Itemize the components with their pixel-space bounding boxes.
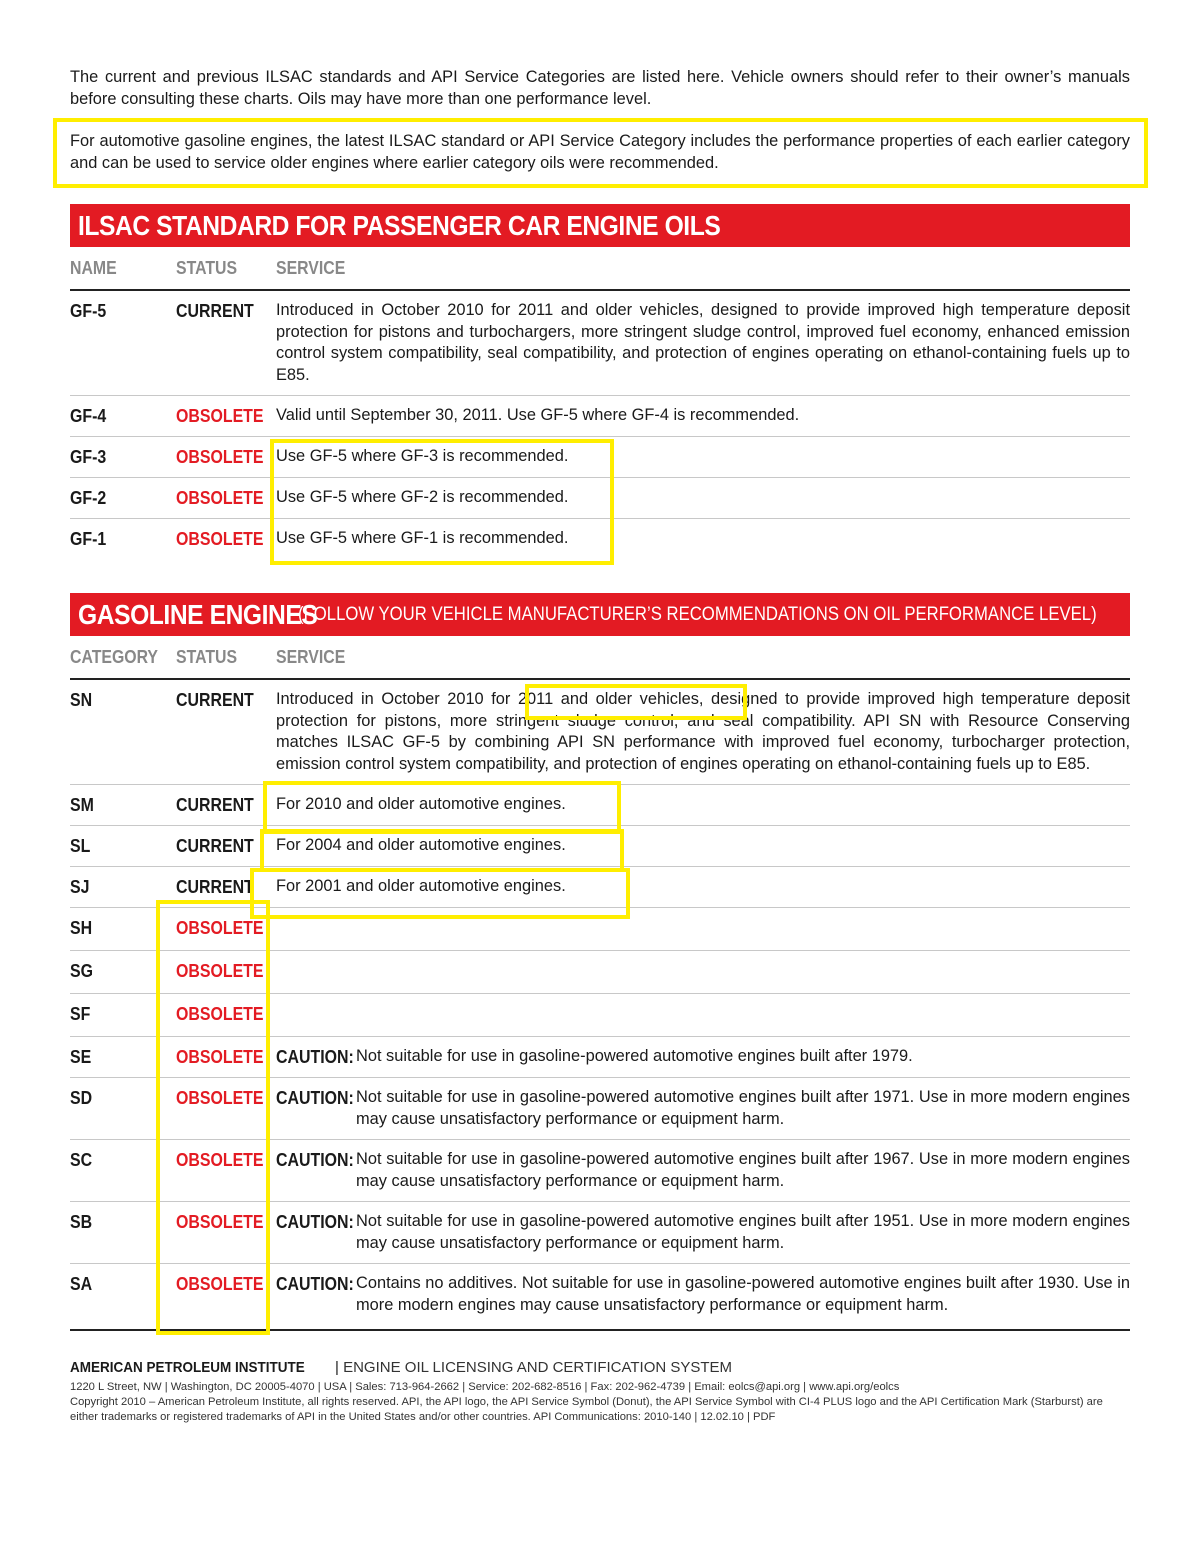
status-cell <box>176 794 276 816</box>
code-cell <box>70 917 176 941</box>
status-cell <box>176 1003 276 1027</box>
header-name: NAME <box>70 257 117 278</box>
status-label: OBSOLETE <box>176 1087 264 1108</box>
service-cell <box>276 876 1130 898</box>
callout-paragraph: For automotive gasoline engines, the latest ILSAC standard or API Service Category includes the performance properties of each earlier category and can be used to service older engines where earlier category oils were recommended. <box>70 132 1130 172</box>
category-code: SA <box>70 1273 93 1294</box>
code-cell <box>70 876 176 898</box>
status-cell <box>176 960 276 984</box>
status-label: OBSOLETE <box>176 528 264 549</box>
status-label: OBSOLETE <box>176 1211 264 1232</box>
status-cell <box>176 1149 276 1192</box>
code-cell <box>70 1273 176 1316</box>
service-cell <box>276 1149 1130 1192</box>
callout-wrapper <box>70 130 1130 174</box>
gasoline-column-headers <box>70 636 1130 680</box>
status-cell <box>176 1087 276 1130</box>
service-cell <box>276 300 1130 386</box>
footer-rule <box>70 1329 1130 1331</box>
footer-divider: | <box>335 1359 344 1376</box>
footer-address: 1220 L Street, NW | Washington, DC 20005-4070 | USA | Sales: 713-964-2662 | Service: 202-682-8516 | Fax: 202-962-4739 | Email: eolcs@api.org | www.api.org/eolcs <box>70 1381 900 1393</box>
status-cell <box>176 446 276 468</box>
code-cell <box>70 487 176 509</box>
caution-label: CAUTION: <box>276 1211 354 1232</box>
category-code: GF-5 <box>70 300 107 321</box>
caution-label: CAUTION: <box>276 1149 354 1170</box>
category-code: GF-4 <box>70 405 107 426</box>
status-cell <box>176 528 276 550</box>
caution-block <box>276 1149 1130 1192</box>
code-cell <box>70 528 176 550</box>
ilsac-title: ILSAC STANDARD FOR PASSENGER CAR ENGINE OILS <box>78 209 721 241</box>
category-code: SE <box>70 1046 92 1067</box>
table-row <box>70 1078 1130 1140</box>
service-cell <box>276 405 1130 427</box>
status-label: OBSOLETE <box>176 917 264 938</box>
code-cell <box>70 405 176 427</box>
service-text: Use GF-5 where GF-3 is recommended. <box>276 447 569 465</box>
status-cell <box>176 835 276 857</box>
category-code: SD <box>70 1087 93 1108</box>
code-cell <box>70 835 176 857</box>
footer-copyright: Copyright 2010 – American Petroleum Institute, all rights reserved. API, the API logo, the API Service Symbol (Donut), the API Service Symbol with CI-4 PLUS logo and the API Certification Mark (Starburst) are either trademarks or registered trademarks of API in the United States and/or other countries. API Communications: 2010-140 | 12.02.10 | PDF <box>70 1396 1103 1423</box>
table-row <box>70 1140 1130 1202</box>
footer-org-line <box>70 1359 1130 1376</box>
caution-text: Not suitable for use in gasoline-powered automotive engines built after 1979. <box>356 1047 913 1065</box>
table-row <box>70 867 1130 908</box>
service-cell <box>276 487 1130 509</box>
category-code: SJ <box>70 876 90 897</box>
category-code: GF-2 <box>70 487 107 508</box>
status-label: OBSOLETE <box>176 405 264 426</box>
caution-block <box>276 1087 1130 1130</box>
service-cell <box>276 528 1130 550</box>
status-label: OBSOLETE <box>176 446 264 467</box>
category-code: SH <box>70 917 93 938</box>
header-category: CATEGORY <box>70 646 159 667</box>
table-row <box>70 908 1130 951</box>
code-cell <box>70 1149 176 1192</box>
gasoline-banner <box>70 593 1130 636</box>
status-label: OBSOLETE <box>176 1003 264 1024</box>
caution-block <box>276 1046 1130 1068</box>
table-row <box>70 1202 1130 1264</box>
code-cell <box>70 960 176 984</box>
caution-text: Not suitable for use in gasoline-powered automotive engines built after 1951. Use in more modern engines may cause unsatisfactory performance or equipment harm. <box>356 1212 1130 1252</box>
status-label: OBSOLETE <box>176 487 264 508</box>
table-row <box>70 1264 1130 1325</box>
caution-block <box>276 1273 1130 1316</box>
category-code: SM <box>70 794 94 815</box>
caution-block <box>276 1211 1130 1254</box>
ilsac-column-headers <box>70 247 1130 291</box>
service-cell <box>276 960 1130 984</box>
table-row <box>70 1037 1130 1078</box>
ilsac-banner <box>70 204 1130 247</box>
status-cell <box>176 1046 276 1068</box>
status-cell <box>176 917 276 941</box>
code-cell <box>70 1003 176 1027</box>
service-text: Valid until September 30, 2011. Use GF-5 where GF-4 is recommended. <box>276 406 800 424</box>
gasoline-section <box>70 593 1130 1325</box>
service-text: For 2004 and older automotive engines. <box>276 836 566 854</box>
table-row <box>70 680 1130 785</box>
status-label: OBSOLETE <box>176 960 264 981</box>
header-status: STATUS <box>176 257 238 278</box>
header-service: SERVICE <box>276 257 346 278</box>
category-code: SN <box>70 689 93 710</box>
table-row <box>70 519 1130 559</box>
code-cell <box>70 1046 176 1068</box>
document-page <box>70 66 1130 1425</box>
footer-system: ENGINE OIL LICENSING AND CERTIFICATION SYSTEM <box>343 1359 733 1376</box>
table-row <box>70 826 1130 867</box>
status-label: OBSOLETE <box>176 1046 264 1067</box>
service-cell <box>276 917 1130 941</box>
caution-text: Not suitable for use in gasoline-powered automotive engines built after 1971. Use in more modern engines may cause unsatisfactory performance or equipment harm. <box>356 1088 1130 1128</box>
category-code: SL <box>70 835 91 856</box>
ilsac-section <box>70 204 1130 559</box>
code-cell <box>70 1087 176 1130</box>
code-cell <box>70 446 176 468</box>
intro-paragraph: The current and previous ILSAC standards and API Service Categories are listed here. Vehicle owners should refer to their owner’s manuals before consulting these charts. Oils may have more than one performance level. <box>70 68 1130 108</box>
caution-label: CAUTION: <box>276 1087 354 1108</box>
table-row <box>70 396 1130 437</box>
code-cell <box>70 794 176 816</box>
caution-label: CAUTION: <box>276 1046 354 1067</box>
code-cell <box>70 300 176 386</box>
service-text: Introduced in October 2010 for 2011 and older vehicles, designed to provide improved high temperature deposit protection for pistons and turbochargers, more stringent sludge control, improved fuel economy, enhanced emission control system compatibility, seal compatibility, and protection of engines operating on ethanol-containing fuels up to E85. <box>276 301 1130 384</box>
header-status: STATUS <box>176 646 238 667</box>
status-label: CURRENT <box>176 689 254 710</box>
service-cell <box>276 1046 1130 1068</box>
status-cell <box>176 876 276 898</box>
status-label: CURRENT <box>176 794 254 815</box>
ilsac-table <box>70 291 1130 559</box>
service-text: For 2001 and older automotive engines. <box>276 877 566 895</box>
service-cell <box>276 446 1130 468</box>
table-row <box>70 951 1130 994</box>
code-cell <box>70 689 176 775</box>
service-cell <box>276 1087 1130 1130</box>
status-cell <box>176 1273 276 1316</box>
table-row <box>70 291 1130 396</box>
table-row <box>70 785 1130 826</box>
caution-text: Not suitable for use in gasoline-powered automotive engines built after 1967. Use in more modern engines may cause unsatisfactory performance or equipment harm. <box>356 1150 1130 1190</box>
status-label: OBSOLETE <box>176 1273 264 1294</box>
status-cell <box>176 689 276 775</box>
header-service: SERVICE <box>276 646 346 667</box>
status-cell <box>176 405 276 427</box>
code-cell <box>70 1211 176 1254</box>
category-code: GF-3 <box>70 446 107 467</box>
service-text: Introduced in October 2010 for 2011 and older vehicles, designed to provide improved high temperature deposit protection for pistons, more stringent sludge control, and seal compatibility. API SN with Resource Conserving matches ILSAC GF-5 by combining API SN performance with improved fuel economy, turbocharger protection, emission control system compatibility, and protection of engines operating on ethanol-containing fuels up to E85. <box>276 690 1130 773</box>
service-cell <box>276 794 1130 816</box>
status-label: CURRENT <box>176 876 254 897</box>
service-cell <box>276 1273 1130 1316</box>
caution-text: Contains no additives. Not suitable for use in gasoline-powered automotive engines built after 1930. Use in more modern engines may cause unsatisfactory performance or equipment harm. <box>356 1274 1130 1314</box>
category-code: SC <box>70 1149 93 1170</box>
category-code: SB <box>70 1211 93 1232</box>
status-cell <box>176 1211 276 1254</box>
status-label: CURRENT <box>176 835 254 856</box>
footer-org: AMERICAN PETROLEUM INSTITUTE <box>70 1359 305 1376</box>
service-cell <box>276 1211 1130 1254</box>
status-label: CURRENT <box>176 300 254 321</box>
service-cell <box>276 689 1130 775</box>
category-code: SF <box>70 1003 91 1024</box>
service-text: For 2010 and older automotive engines. <box>276 795 566 813</box>
status-cell <box>176 300 276 386</box>
gasoline-table <box>70 680 1130 1325</box>
status-label: OBSOLETE <box>176 1149 264 1170</box>
table-row <box>70 478 1130 519</box>
gasoline-title: GASOLINE ENGINES <box>78 598 318 630</box>
service-text: Use GF-5 where GF-2 is recommended. <box>276 488 569 506</box>
service-cell <box>276 835 1130 857</box>
category-code: SG <box>70 960 93 981</box>
table-row <box>70 994 1130 1037</box>
status-cell <box>176 487 276 509</box>
category-code: GF-1 <box>70 528 107 549</box>
service-cell <box>276 1003 1130 1027</box>
table-row <box>70 437 1130 478</box>
caution-label: CAUTION: <box>276 1273 354 1294</box>
service-text: Use GF-5 where GF-1 is recommended. <box>276 529 569 547</box>
gasoline-subtitle: (FOLLOW YOUR VEHICLE MANUFACTURER’S RECOMMENDATIONS ON OIL PERFORMANCE LEVEL) <box>298 603 1097 625</box>
